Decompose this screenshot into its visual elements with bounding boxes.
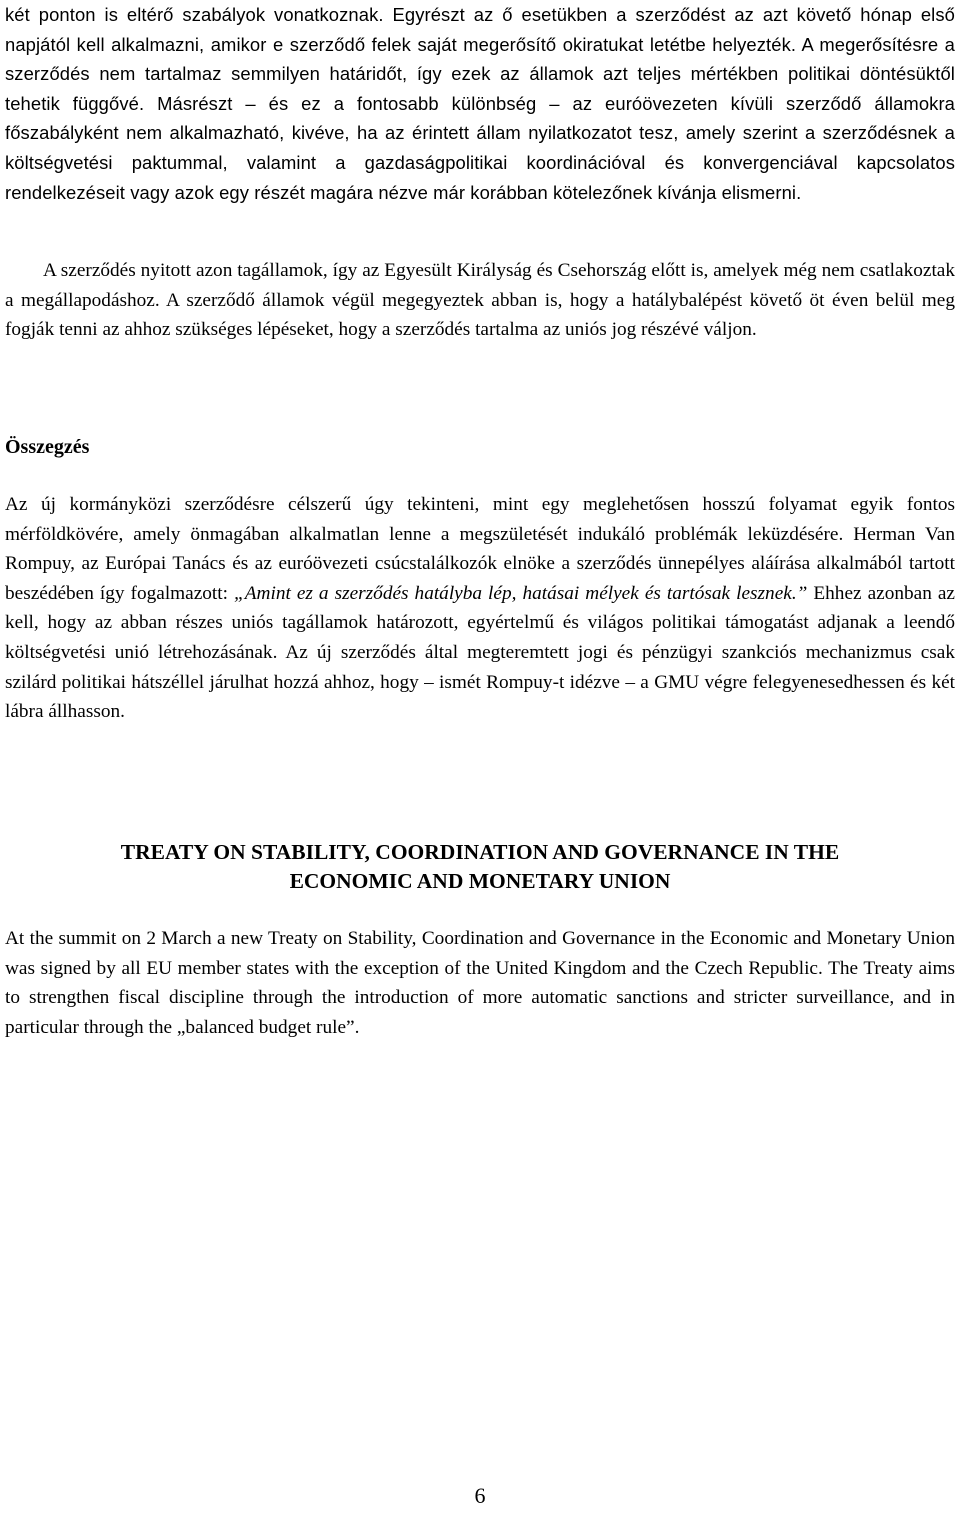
section-heading-summary: Összegzés [5,436,90,458]
paragraph-treaty-rules: két ponton is eltérő szabályok vonatkoznak. Egyrészt az ő esetükben a szerződést az azt követő hónap első napjától kell alkalmazni, amikor e szerződő felek saját megerősítő okiratukat letétbe helyezték. A megerősítésre a szerződés nem tartalmaz semmilyen határidőt, így ezek az államok azt teljes mértékben politikai döntésüktől tehetik függővé. Másrészt – és ez a fontosabb különbség – az euróövezeten kívüli szerződő államokra főszabályként nem alkalmazható, kivéve, ha az érintett állam nyilatkozatot tesz, amely szerint a szerződésnek a költségvetési paktummal, valamint a gazdaságpolitikai koordinációval és konvergenciával kapcsolatos rendelkezéseit vagy azok egy részét magára nézve már korábban kötelezőnek kívánja elismerni. [5,4,955,203]
summary-text-before-quote: Az új kormányközi szerződésre célszerű úgy tekinteni, mint egy meglehetősen hosszú folyamat egyik fontos mérföldkövére, amely önmagában alkalmatlan lenne a megszületését indukáló problémák leküzdésére. Herman Van Rompuy, az Európai Tanács és az euróövezeti csúcstalálkozók elnöke a szerződés ünnepélyes aláírása alkalmából tartott beszédében így fogalmazott: [5,494,955,604]
summary-paragraph [5,490,955,727]
intro-block [5,0,955,207]
english-abstract: At the summit on 2 March a new Treaty on Stability, Coordination and Governance in the Economic and Monetary Union was signed by all EU member states with the exception of the United Kingdom and the Czech Republic. The Treaty aims to strengthen fiscal discipline through the introduction of more automatic sanctions and stricter surveillance, and in particular through the „balanced budget rule”. [5,928,955,1038]
english-abstract-block [5,924,955,1042]
summary-quote: „Amint ez a szerződés hatályba lép, hatásai mélyek és tartósak lesznek.” [234,582,808,604]
paragraph-open-treaty: A szerződés nyitott azon tagállamok, így az Egyesült Királyság és Csehország előtt is, amelyek még nem csatlakoztak a megállapodáshoz. A szerződő államok végül megegyeztek abban is, hogy a hatálybalépést követő öt éven belül meg fogják tenni az ahhoz szükséges lépéseket, hogy a szerződés tartalma az uniós jog részévé váljon. [5,260,955,341]
english-title-line-1: TREATY ON STABILITY, COORDINATION AND GOVERNANCE IN THE [120,840,840,864]
english-title [5,838,955,896]
paragraph-open-treaty-block [5,256,955,345]
english-title-line-2: ECONOMIC AND MONETARY UNION [289,869,671,893]
summary-text-after-quote: Ehhez azonban az kell, hogy az abban részes uniós tagállamok határozott, egyértelmű és világos politikai támogatást adjanak a leendő költségvetési unió létrehozásának. Az új szerződés által megteremtett jogi és pénzügyi szankciós mechanizmus csak szilárd politikai hátszéllel járulhat hozzá ahhoz, hogy – ismét Rompuy-t idézve – a GMU végre felegyenesedhessen és két lábra állhasson. [5,582,955,723]
summary-block [5,490,955,727]
page-number: 6 [474,1483,486,1508]
